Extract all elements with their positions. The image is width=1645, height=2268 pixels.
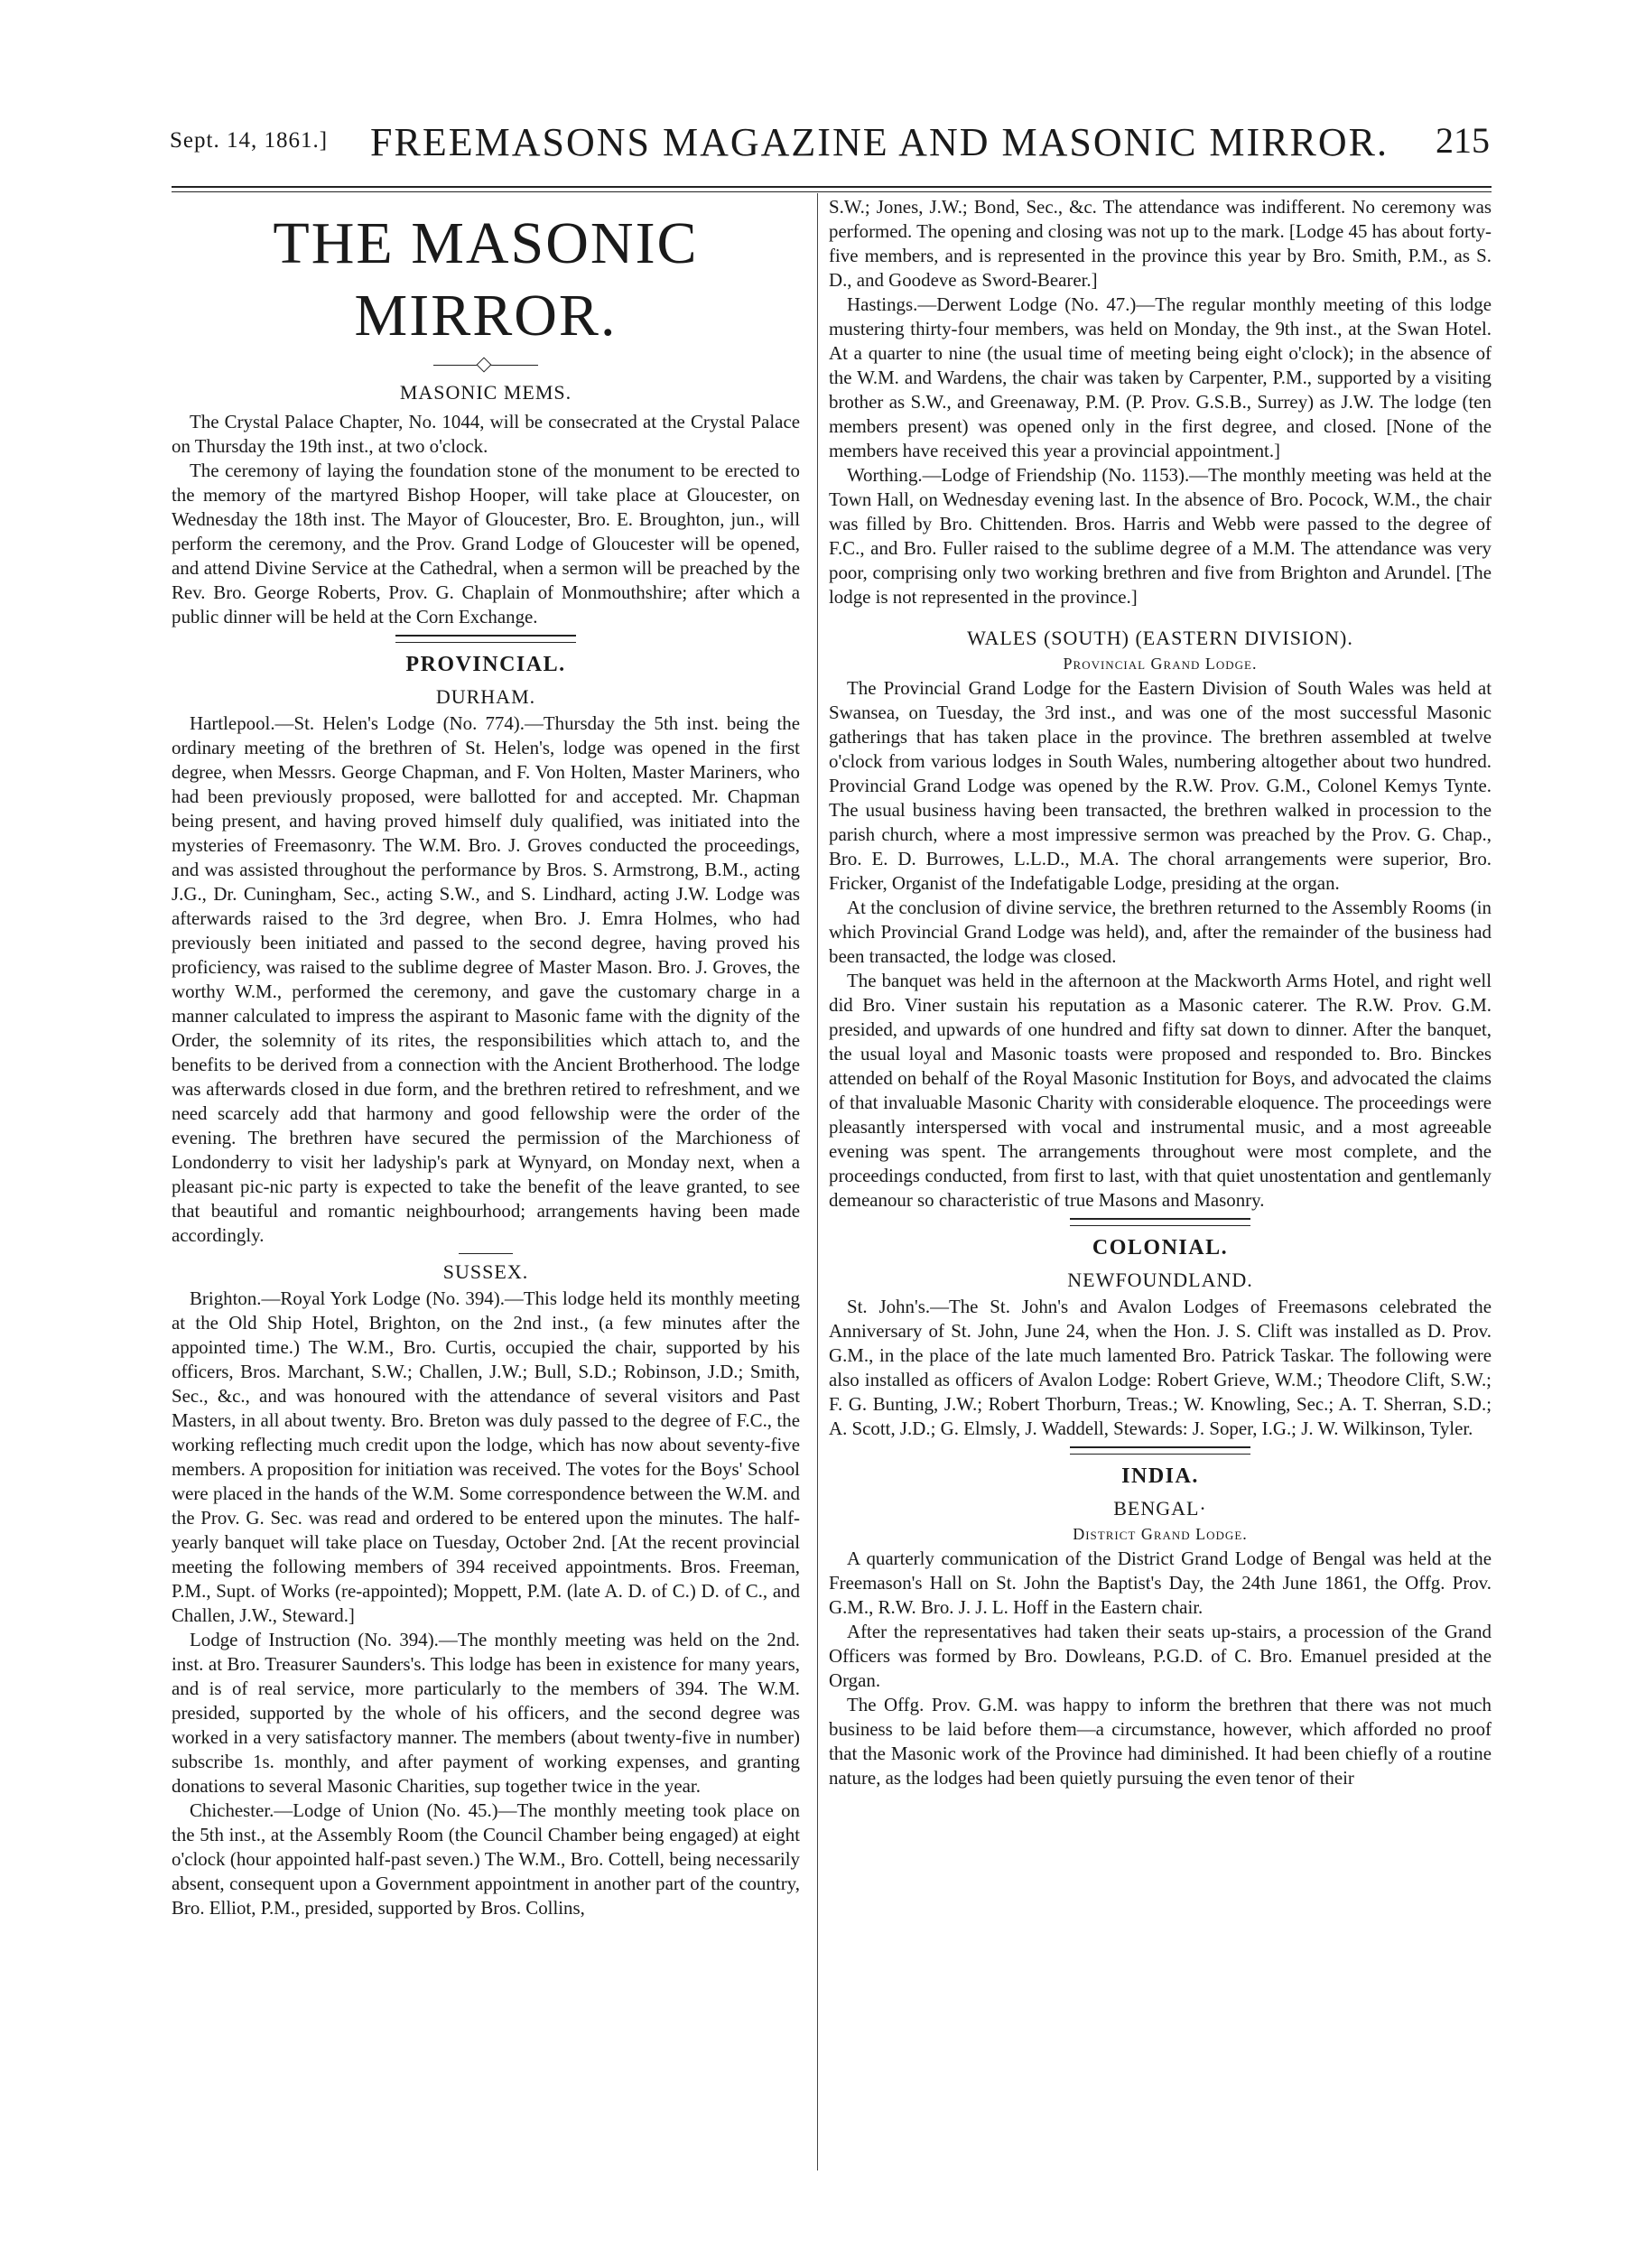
provincial-heading: PROVINCIAL. <box>405 653 566 676</box>
sussex-paragraph-2: Lodge of Instruction (No. 394).—The monthly meeting was held on the 2nd. inst. at Bro. Treasurer Saunders's. This lodge has been in existence for many years, and is of real service, more particularly to the members of 394. The W.M. presided, supported by the whole of his officers, and the second degree was worked in a very satisfactory manner. The members (about twenty-five in number) subscribe 1s. monthly, and after payment of working expenses, and granting donations to several Masonic Charities, sup together twice in the year. <box>172 1629 800 1797</box>
ornament-divider <box>172 358 800 374</box>
section-rule <box>1070 1446 1250 1455</box>
page-number: 215 <box>1436 120 1490 161</box>
section-rule <box>395 635 576 643</box>
sussex-paragraph-1: Brighton.—Royal York Lodge (No. 394).—This lodge held its monthly meeting at the Old Ship Hotel, Brighton, on the 2nd inst., (a few minutes after the appointed time.) The W.M., Bro. Curtis, occupied the chair, supported by his officers, Bros. Marchant, S.W.; Challen, J.W.; Bull, S.D.; Robinson, J.D.; Smith, Sec., &c., and was honoured with the attendance of several visitors and Past Masters, in all about twenty. Bro. Breton was duly passed to the degree of F.C., the working reflecting much credit upon the lodge, which has now about seventy-five members. A proposition for initiation was received. The votes for the Boys' School were placed in the hands of the W.M. Some correspondence between the W.M. and the Prov. G. Sec. was read and ordered to be entered upon the minutes. The half-yearly banquet will take place on Tuesday, October 2nd. [At the recent provincial meeting the following members of 394 received appointments. Bros. Freeman, P.M., Supt. of Works (re-appointed); Moppett, P.M. (late A. D. of C.) D. of C., and Challen, J.W., Steward.] <box>172 1287 800 1626</box>
magazine-title: FREEMASONS MAGAZINE AND MASONIC MIRROR. <box>370 120 1389 164</box>
wales-heading: WALES (SOUTH) (EASTERN DIVISION). <box>967 627 1353 649</box>
india-heading: INDIA. <box>1121 1464 1199 1488</box>
wales-paragraph-2: At the conclusion of divine service, the brethren returned to the Assembly Rooms (in which Provincial Grand Lodge was held), and, after the remainder of the business had been transacted, the lodge was closed. <box>829 897 1492 967</box>
durham-heading: DURHAM. <box>435 685 536 708</box>
bengal-subheading: District Grand Lodge. <box>1073 1525 1248 1543</box>
mems-paragraph-1: The Crystal Palace Chapter, No. 1044, will be consecrated at the Crystal Palace on Thursday the 19th inst., at two o'clock. <box>172 411 800 457</box>
section-masthead: THE MASONIC MIRROR. <box>273 210 699 349</box>
continued-paragraph: S.W.; Jones, J.W.; Bond, Sec., &c. The attendance was indifferent. No ceremony was performed. The opening and closing was not up to the mark. [Lodge 45 has about forty-five members, and is represented in the province this year by Bro. Smith, P.M., as S. D., and Goodeve as Sword-Bearer.] <box>829 196 1492 291</box>
issue-date: Sept. 14, 1861.] <box>170 128 329 153</box>
sussex-paragraph-3: Chichester.—Lodge of Union (No. 45.)—The monthly meeting took place on the 5th inst., at the Assembly Room (the Council Chamber being engaged) at eight o'clock (hour appointed half-past seven.) The W.M., Bro. Cottell, being necessarily absent, consequent upon a Government appointment in another part of the country, Bro. Elliot, P.M., presided, supported by Bros. Collins, <box>172 1799 800 1919</box>
bengal-paragraph-2: After the representatives had taken their seats up-stairs, a procession of the Grand Officers was formed by Bro. Dowleans, P.G.D. of C. Bro. Emanuel presided at the Organ. <box>829 1621 1492 1691</box>
colonial-heading: COLONIAL. <box>1092 1236 1229 1259</box>
short-rule <box>459 1253 513 1254</box>
newfoundland-paragraph: St. John's.—The St. John's and Avalon Lodges of Freemasons celebrated the Anniversary of St. John, June 24, when the Hon. J. S. Clift was installed as D. Prov. G.M., in the place of the late much lamented Bro. Patrick Taskar. The following were also installed as officers of Avalon Lodge: Robert Grieve, W.M.; Theodore Clift, S.W.; F. G. Bunting, J.W.; Robert Thorburn, Treas.; W. Knowling, Sec.; A. T. Sherran, S.D.; A. Scott, J.D.; G. Elmsly, J. Waddell, Stewards: J. Soper, I.G.; J. W. Wilkinson, Tyler. <box>829 1296 1492 1439</box>
durham-paragraph: Hartlepool.—St. Helen's Lodge (No. 774).—Thursday the 5th inst. being the ordinary meeting of the brethren of St. Helen's, lodge was opened in the first degree, when Messrs. George Chapman, and F. Von Holten, Master Mariners, who had been previously proposed, were ballotted for and accepted. Mr. Chapman being present, and having proved himself duly qualified, was initiated into the mysteries of Freemasonry. The W.M. Bro. J. Groves conducted the proceedings, and was assisted throughout the performance by Bros. S. Armstrong, B.M., acting J.G., Dr. Cuningham, Sec., acting S.W., and S. Lindhard, acting J.W. Lodge was afterwards raised to the 3rd degree, when Bro. J. Emra Holmes, who had previously been initiated and passed to the second degree, having proved his proficiency, was raised to the sublime degree of Master Mason. Bro. J. Groves, the worthy W.M., performed the ceremony, and gave the customary charge in a manner calculated to impress the aspirant to Masonic fame with the dignity of the Order, the solemnity of its rites, the responsibilities which attach to, and the benefits to be derived from a connection with the Ancient Brotherhood. The lodge was afterwards closed in due form, and the brethren retired to refreshment, and we need scarcely add that harmony and good fellowship were the order of the evening. The brethren have secured the permission of the Marchioness of Londonderry to visit her ladyship's park at Wynyard, on Monday next, when a pleasant pic-nic party is expected to take the benefit of the leave granted, to see that beautiful and romantic neighbourhood; arrangements having been made accordingly. <box>172 712 800 1246</box>
bengal-heading: BENGAL· <box>1113 1497 1207 1520</box>
bengal-paragraph-1: A quarterly communication of the District Grand Lodge of Bengal was held at the Freemason's Hall on St. John the Baptist's Day, the 24th June 1861, the Offg. Prov. G.M., R.W. Bro. J. J. L. Hoff in the Eastern chair. <box>829 1548 1492 1618</box>
sussex-heading: SUSSEX. <box>442 1260 529 1283</box>
wales-subheading: Provincial Grand Lodge. <box>1063 655 1258 673</box>
bengal-paragraph-3: The Offg. Prov. G.M. was happy to inform the brethren that there was not much business to be laid before them—a circumstance, however, which afforded no proof that the Masonic work of the Province had diminished. It had been chiefly of a routine nature, as the lodges had been quietly pursuing the even tenor of their <box>829 1694 1492 1789</box>
wales-paragraph-1: The Provincial Grand Lodge for the Eastern Division of South Wales was held at Swansea, on Tuesday, the 3rd inst., and was one of the most successful Masonic gatherings that has taken place in the province. The brethren assembled at twelve o'clock from various lodges in South Wales, numbering altogether about two hundred. Provincial Grand Lodge was opened by the R.W. Prov. G.M., Colonel Kemys Tynte. The usual business having been transacted, the brethren walked in procession to the parish church, where a most impressive sermon was preached by the Prov. G. Chap., Bro. E. D. Burrowes, L.L.D., M.A. The choral arrangements were superior, Bro. Fricker, Organist of the Indefatigable Lodge, presiding at the organ. <box>829 677 1492 894</box>
worthing-paragraph: Worthing.—Lodge of Friendship (No. 1153).—The monthly meeting was held at the Town Hall, on Wednesday evening last. In the absence of Bro. Pocock, W.M., the chair was filled by Bro. Chittenden. Bros. Harris and Webb were passed to the degree of F.C., and Bro. Fuller raised to the sublime degree of a M.M. The attendance was very poor, comprising only two working brethren and five from Brighton and Arundel. [The lodge is not represented in the province.] <box>829 464 1492 608</box>
mems-paragraph-2: The ceremony of laying the foundation stone of the monument to be erected to the memory of the martyred Bishop Hooper, will take place at Gloucester, on Wednesday the 18th inst. The Mayor of Gloucester, Bro. E. Broughton, jun., will perform the ceremony, and the Prov. Grand Lodge of Gloucester will be opened, and attend Divine Service at the Cathedral, when a sermon will be preached by the Rev. Bro. George Roberts, Prov. G. Chaplain of Monmouthshire; after which a public dinner will be held at the Corn Exchange. <box>172 460 800 627</box>
right-column <box>829 195 1492 1790</box>
running-head <box>170 119 1490 173</box>
newfoundland-heading: NEWFOUNDLAND. <box>1067 1269 1253 1291</box>
header-rule <box>172 186 1492 188</box>
mems-heading: MASONIC MEMS. <box>399 381 572 404</box>
hastings-paragraph: Hastings.—Derwent Lodge (No. 47.)—The regular monthly meeting of this lodge mustering thirty-four members, was held on Monday, the 9th inst., at the Swan Hotel. At a quarter to nine (the usual time of meeting being eight o'clock); in the absence of the W.M. and Wardens, the chair was taken by Carpenter, P.M., supported by a visiting brother as S.W., and Greenaway, P.M. (P. Prov. G.S.B., Surrey) as J.W. The lodge (ten members present) was opened only in the first degree, and closed. [None of the members have received this year a provincial appointment.] <box>829 293 1492 461</box>
section-rule <box>1070 1218 1250 1226</box>
header-rule-thin <box>172 191 1492 192</box>
left-column <box>172 200 800 1920</box>
column-divider <box>817 193 818 2170</box>
wales-paragraph-3: The banquet was held in the afternoon at the Mackworth Arms Hotel, and right well did Bro. Viner sustain his reputation as a Masonic caterer. The R.W. Prov. G.M. presided, and upwards of one hundred and fifty sat down to dinner. After the banquet, the usual loyal and Masonic toasts were proposed and responded to. Bro. Binckes attended on behalf of the Royal Masonic Institution for Boys, and advocated the claims of that invaluable Masonic Charity with considerable eloquence. The proceedings were pleasantly interspersed with vocal and instrumental music, and a most agreeable evening was spent. The arrangements throughout were most complete, and the proceedings conducted, from first to last, with that quiet unostentation and gentlemanly demeanour so characteristic of true Masons and Masonry. <box>829 970 1492 1211</box>
